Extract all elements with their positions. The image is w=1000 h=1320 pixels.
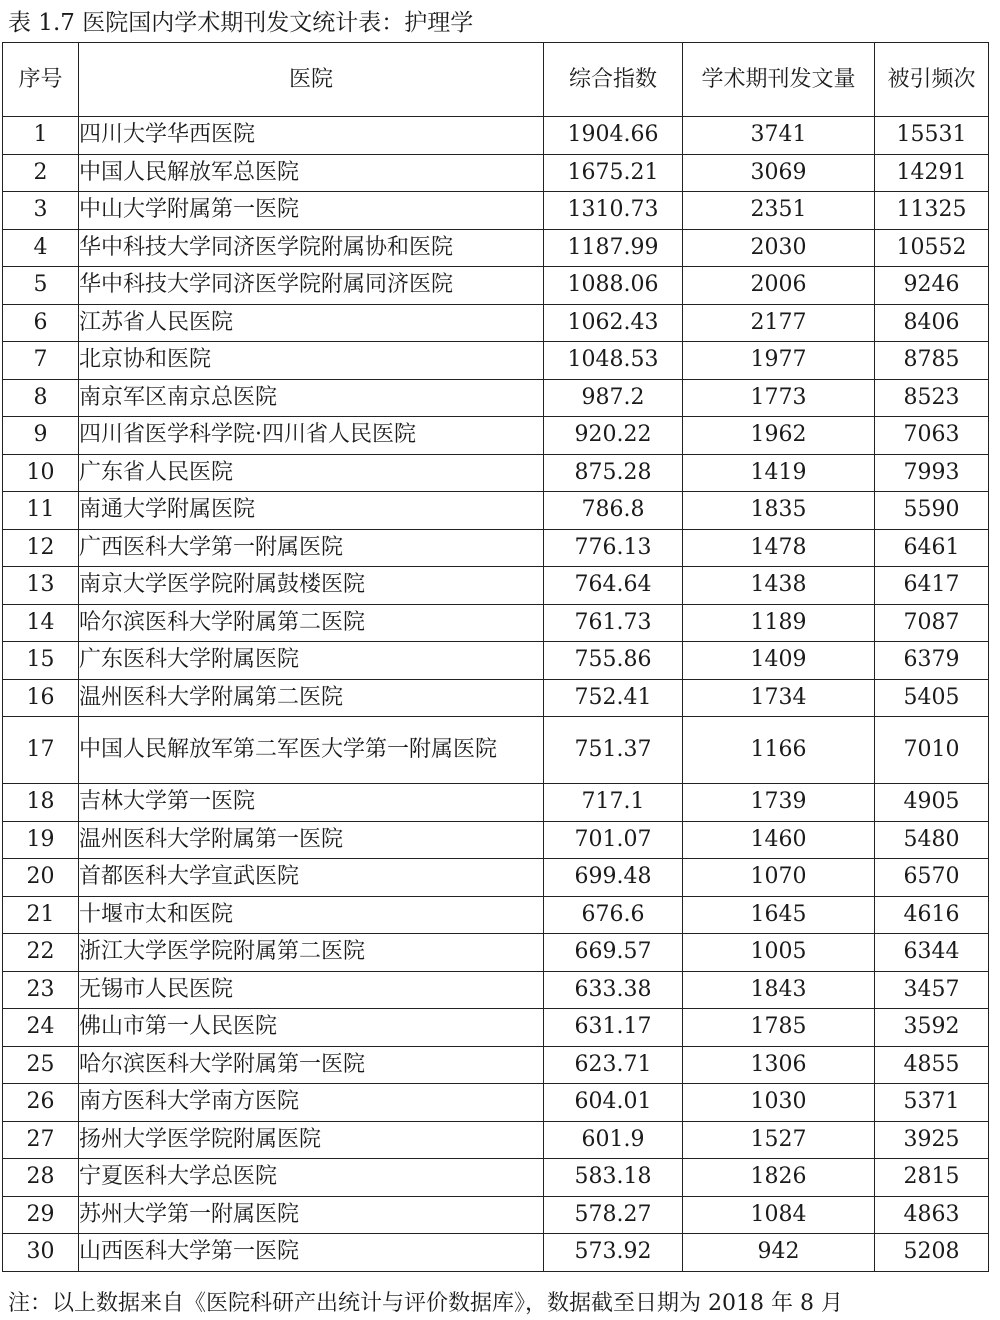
publication-count: 1438 xyxy=(683,567,875,605)
publication-count: 1005 xyxy=(683,934,875,972)
composite-score: 764.64 xyxy=(544,567,683,605)
publication-count: 1460 xyxy=(683,821,875,859)
row-index: 13 xyxy=(3,567,79,605)
citation-count: 6570 xyxy=(875,859,989,897)
row-index: 10 xyxy=(3,454,79,492)
table-row xyxy=(3,529,989,567)
composite-score: 761.73 xyxy=(544,604,683,642)
citation-count: 6344 xyxy=(875,934,989,972)
row-index: 6 xyxy=(3,304,79,342)
table-row xyxy=(3,604,989,642)
table-row xyxy=(3,154,989,192)
row-index: 4 xyxy=(3,229,79,267)
column-header-index: 序号 xyxy=(3,43,79,117)
citation-count: 5590 xyxy=(875,492,989,530)
composite-score: 1048.53 xyxy=(544,342,683,380)
publication-count: 942 xyxy=(683,1234,875,1272)
hospital-name: 山西医科大学第一医院 xyxy=(79,1234,544,1272)
column-header-publications: 学术期刊发文量 xyxy=(683,43,875,117)
hospital-name: 四川大学华西医院 xyxy=(79,117,544,155)
row-index: 21 xyxy=(3,896,79,934)
hospital-name: 四川省医学科学院·四川省人民医院 xyxy=(79,417,544,455)
citation-count: 4855 xyxy=(875,1046,989,1084)
hospital-stats-table xyxy=(2,42,989,1272)
citation-count: 14291 xyxy=(875,154,989,192)
publication-count: 1189 xyxy=(683,604,875,642)
table-body xyxy=(3,117,989,1272)
publication-count: 1826 xyxy=(683,1159,875,1197)
column-header-hospital: 医院 xyxy=(79,43,544,117)
composite-score: 987.2 xyxy=(544,379,683,417)
table-row xyxy=(3,1084,989,1122)
row-index: 26 xyxy=(3,1084,79,1122)
hospital-name: 温州医科大学附属第一医院 xyxy=(79,821,544,859)
composite-score: 755.86 xyxy=(544,642,683,680)
table-row xyxy=(3,784,989,822)
hospital-name: 南京军区南京总医院 xyxy=(79,379,544,417)
hospital-name: 中国人民解放军总医院 xyxy=(79,154,544,192)
citation-count: 6417 xyxy=(875,567,989,605)
publication-count: 2006 xyxy=(683,267,875,305)
hospital-name: 哈尔滨医科大学附属第二医院 xyxy=(79,604,544,642)
citation-count: 4863 xyxy=(875,1196,989,1234)
composite-score: 717.1 xyxy=(544,784,683,822)
table-row xyxy=(3,642,989,680)
publication-count: 3741 xyxy=(683,117,875,155)
publication-count: 2351 xyxy=(683,192,875,230)
row-index: 14 xyxy=(3,604,79,642)
citation-count: 2815 xyxy=(875,1159,989,1197)
publication-count: 1166 xyxy=(683,717,875,784)
composite-score: 699.48 xyxy=(544,859,683,897)
hospital-name: 浙江大学医学院附属第二医院 xyxy=(79,934,544,972)
table-row xyxy=(3,821,989,859)
hospital-name: 广东医科大学附属医院 xyxy=(79,642,544,680)
citation-count: 11325 xyxy=(875,192,989,230)
table-row xyxy=(3,1159,989,1197)
publication-count: 1835 xyxy=(683,492,875,530)
publication-count: 1843 xyxy=(683,971,875,1009)
publication-count: 1739 xyxy=(683,784,875,822)
composite-score: 583.18 xyxy=(544,1159,683,1197)
publication-count: 1962 xyxy=(683,417,875,455)
table-row xyxy=(3,267,989,305)
table-row xyxy=(3,454,989,492)
composite-score: 786.8 xyxy=(544,492,683,530)
citation-count: 4616 xyxy=(875,896,989,934)
table-row xyxy=(3,1196,989,1234)
row-index: 9 xyxy=(3,417,79,455)
composite-score: 623.71 xyxy=(544,1046,683,1084)
publication-count: 1977 xyxy=(683,342,875,380)
hospital-name: 宁夏医科大学总医院 xyxy=(79,1159,544,1197)
table-row xyxy=(3,896,989,934)
citation-count: 7010 xyxy=(875,717,989,784)
composite-score: 776.13 xyxy=(544,529,683,567)
composite-score: 578.27 xyxy=(544,1196,683,1234)
table-row xyxy=(3,117,989,155)
hospital-name: 南通大学附属医院 xyxy=(79,492,544,530)
table-row xyxy=(3,1046,989,1084)
hospital-name: 无锡市人民医院 xyxy=(79,971,544,1009)
hospital-name: 苏州大学第一附属医院 xyxy=(79,1196,544,1234)
hospital-name: 华中科技大学同济医学院附属同济医院 xyxy=(79,267,544,305)
publication-count: 1306 xyxy=(683,1046,875,1084)
publication-count: 2177 xyxy=(683,304,875,342)
citation-count: 8785 xyxy=(875,342,989,380)
row-index: 7 xyxy=(3,342,79,380)
row-index: 12 xyxy=(3,529,79,567)
composite-score: 1088.06 xyxy=(544,267,683,305)
composite-score: 573.92 xyxy=(544,1234,683,1272)
citation-count: 6461 xyxy=(875,529,989,567)
row-index: 25 xyxy=(3,1046,79,1084)
row-index: 3 xyxy=(3,192,79,230)
column-header-citations: 被引频次 xyxy=(875,43,989,117)
publication-count: 1734 xyxy=(683,679,875,717)
composite-score: 676.6 xyxy=(544,896,683,934)
footnote: 注：以上数据来自《医院科研产出统计与评价数据库》，数据截至日期为 2018 年 8 月 xyxy=(8,1291,843,1316)
hospital-name: 南方医科大学南方医院 xyxy=(79,1084,544,1122)
publication-count: 1773 xyxy=(683,379,875,417)
table-row xyxy=(3,379,989,417)
publication-count: 2030 xyxy=(683,229,875,267)
citation-count: 5405 xyxy=(875,679,989,717)
publication-count: 1084 xyxy=(683,1196,875,1234)
hospital-name: 江苏省人民医院 xyxy=(79,304,544,342)
hospital-name: 广东省人民医院 xyxy=(79,454,544,492)
table-row xyxy=(3,304,989,342)
table-row xyxy=(3,567,989,605)
composite-score: 631.17 xyxy=(544,1009,683,1047)
citation-count: 4905 xyxy=(875,784,989,822)
composite-score: 669.57 xyxy=(544,934,683,972)
publication-count: 1419 xyxy=(683,454,875,492)
publication-count: 1478 xyxy=(683,529,875,567)
table-row xyxy=(3,342,989,380)
row-index: 17 xyxy=(3,717,79,784)
row-index: 19 xyxy=(3,821,79,859)
table-row xyxy=(3,679,989,717)
row-index: 30 xyxy=(3,1234,79,1272)
row-index: 23 xyxy=(3,971,79,1009)
column-header-score: 综合指数 xyxy=(544,43,683,117)
row-index: 18 xyxy=(3,784,79,822)
citation-count: 7063 xyxy=(875,417,989,455)
hospital-name: 首都医科大学宣武医院 xyxy=(79,859,544,897)
citation-count: 7087 xyxy=(875,604,989,642)
composite-score: 604.01 xyxy=(544,1084,683,1122)
composite-score: 1187.99 xyxy=(544,229,683,267)
hospital-name: 佛山市第一人民医院 xyxy=(79,1009,544,1047)
row-index: 20 xyxy=(3,859,79,897)
publication-count: 1527 xyxy=(683,1121,875,1159)
citation-count: 3592 xyxy=(875,1009,989,1047)
citation-count: 5208 xyxy=(875,1234,989,1272)
publication-count: 1785 xyxy=(683,1009,875,1047)
row-index: 11 xyxy=(3,492,79,530)
row-index: 5 xyxy=(3,267,79,305)
composite-score: 1310.73 xyxy=(544,192,683,230)
publication-count: 1645 xyxy=(683,896,875,934)
table-row xyxy=(3,417,989,455)
row-index: 22 xyxy=(3,934,79,972)
composite-score: 1675.21 xyxy=(544,154,683,192)
row-index: 16 xyxy=(3,679,79,717)
table-row xyxy=(3,859,989,897)
composite-score: 920.22 xyxy=(544,417,683,455)
publication-count: 1409 xyxy=(683,642,875,680)
publication-count: 1030 xyxy=(683,1084,875,1122)
composite-score: 701.07 xyxy=(544,821,683,859)
hospital-name: 哈尔滨医科大学附属第一医院 xyxy=(79,1046,544,1084)
table-row xyxy=(3,1009,989,1047)
hospital-name: 华中科技大学同济医学院附属协和医院 xyxy=(79,229,544,267)
hospital-name: 扬州大学医学院附属医院 xyxy=(79,1121,544,1159)
hospital-name: 中山大学附属第一医院 xyxy=(79,192,544,230)
hospital-name: 中国人民解放军第二军医大学第一附属医院 xyxy=(79,717,544,784)
citation-count: 8406 xyxy=(875,304,989,342)
hospital-name: 南京大学医学院附属鼓楼医院 xyxy=(79,567,544,605)
publication-count: 3069 xyxy=(683,154,875,192)
citation-count: 6379 xyxy=(875,642,989,680)
row-index: 28 xyxy=(3,1159,79,1197)
row-index: 1 xyxy=(3,117,79,155)
citation-count: 15531 xyxy=(875,117,989,155)
citation-count: 5371 xyxy=(875,1084,989,1122)
row-index: 15 xyxy=(3,642,79,680)
row-index: 29 xyxy=(3,1196,79,1234)
composite-score: 1062.43 xyxy=(544,304,683,342)
table-caption: 表 1.7 医院国内学术期刊发文统计表：护理学 xyxy=(8,10,474,36)
table-row xyxy=(3,971,989,1009)
row-index: 27 xyxy=(3,1121,79,1159)
table-row xyxy=(3,934,989,972)
publication-count: 1070 xyxy=(683,859,875,897)
citation-count: 3457 xyxy=(875,971,989,1009)
table-row xyxy=(3,717,989,784)
composite-score: 752.41 xyxy=(544,679,683,717)
hospital-name: 十堰市太和医院 xyxy=(79,896,544,934)
table-row xyxy=(3,492,989,530)
citation-count: 9246 xyxy=(875,267,989,305)
composite-score: 751.37 xyxy=(544,717,683,784)
hospital-name: 北京协和医院 xyxy=(79,342,544,380)
row-index: 8 xyxy=(3,379,79,417)
composite-score: 601.9 xyxy=(544,1121,683,1159)
composite-score: 633.38 xyxy=(544,971,683,1009)
row-index: 2 xyxy=(3,154,79,192)
citation-count: 8523 xyxy=(875,379,989,417)
hospital-name: 吉林大学第一医院 xyxy=(79,784,544,822)
citation-count: 7993 xyxy=(875,454,989,492)
row-index: 24 xyxy=(3,1009,79,1047)
hospital-name: 广西医科大学第一附属医院 xyxy=(79,529,544,567)
citation-count: 5480 xyxy=(875,821,989,859)
table-row xyxy=(3,1234,989,1272)
table-row xyxy=(3,1121,989,1159)
table-row xyxy=(3,229,989,267)
table-header-row xyxy=(3,43,989,117)
composite-score: 1904.66 xyxy=(544,117,683,155)
citation-count: 3925 xyxy=(875,1121,989,1159)
citation-count: 10552 xyxy=(875,229,989,267)
composite-score: 875.28 xyxy=(544,454,683,492)
hospital-name: 温州医科大学附属第二医院 xyxy=(79,679,544,717)
table-row xyxy=(3,192,989,230)
